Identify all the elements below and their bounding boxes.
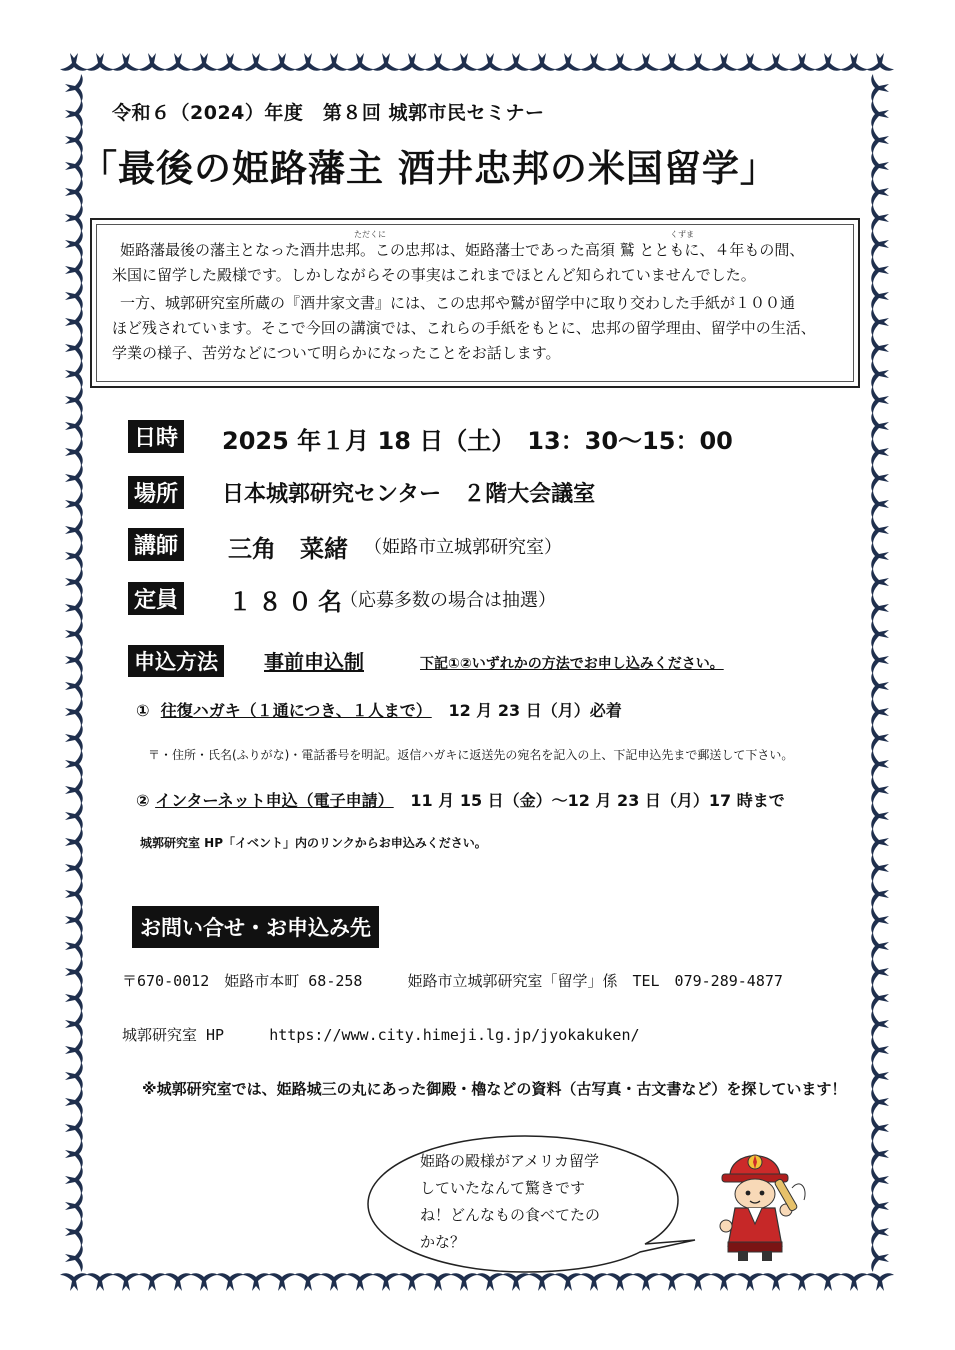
- intro-box: [90, 218, 860, 388]
- swallow-icon: [65, 490, 83, 518]
- swallow-icon: [320, 53, 348, 71]
- swallow-icon: [871, 776, 889, 804]
- swallow-icon: [65, 542, 83, 570]
- swallow-icon: [871, 308, 889, 336]
- swallow-icon: [65, 646, 83, 674]
- apply-label: 申込方法: [128, 645, 224, 677]
- swallow-icon: [871, 1036, 889, 1064]
- swallow-icon: [294, 1273, 322, 1291]
- swallow-icon: [86, 53, 114, 71]
- swallow-icon: [871, 854, 889, 882]
- place-label: 場所: [128, 476, 184, 509]
- swallow-icon: [502, 53, 530, 71]
- swallow-icon: [65, 1140, 83, 1168]
- swallow-icon: [268, 1273, 296, 1291]
- swallow-icon: [871, 672, 889, 700]
- swallow-icon: [710, 1273, 738, 1291]
- bubble-text: [420, 1148, 600, 1256]
- date-value: 2025 年１月 18 日（土） 13：30〜15：00: [222, 427, 733, 455]
- contact-label: お問い合せ・お申込み先: [132, 906, 379, 948]
- swallow-icon: [871, 152, 889, 180]
- swallow-icon: [871, 880, 889, 908]
- swallow-icon: [871, 1192, 889, 1220]
- swallow-icon: [242, 53, 270, 71]
- swallow-icon: [112, 1273, 140, 1291]
- swallow-icon: [871, 594, 889, 622]
- hp-url[interactable]: https://www.city.himeji.lg.jp/jyokakuken/: [269, 1026, 640, 1044]
- swallow-icon: [528, 53, 556, 71]
- swallow-icon: [65, 1244, 83, 1272]
- swallow-icon: [814, 53, 842, 71]
- swallow-icon: [871, 984, 889, 1012]
- hp-label: 城郭研究室 HP: [122, 1026, 225, 1044]
- swallow-icon: [190, 53, 218, 71]
- method-2: [136, 788, 785, 811]
- swallow-icon: [190, 1273, 218, 1291]
- bubble-line-4: かな？: [420, 1233, 466, 1251]
- swallow-icon: [60, 1273, 88, 1291]
- swallow-icon: [866, 53, 894, 71]
- swallow-icon: [65, 282, 83, 310]
- swallow-icon: [871, 178, 889, 206]
- swallow-icon: [65, 308, 83, 336]
- swallow-icon: [60, 53, 88, 71]
- place-value: 日本城郭研究センター ２階大会議室: [222, 482, 596, 507]
- swallow-icon: [65, 1192, 83, 1220]
- apply-title: 事前申込制: [264, 650, 364, 674]
- swallow-icon: [138, 1273, 166, 1291]
- swallow-icon: [320, 1273, 348, 1291]
- swallow-icon: [871, 230, 889, 258]
- swallow-icon: [86, 1273, 114, 1291]
- swallow-icon: [871, 204, 889, 232]
- intro-line-1: 姫路藩最後の藩主となった酒井忠邦。この忠邦は、姫路藩士であった高須 鷲 とともに、４年もの間、: [120, 241, 805, 259]
- swallow-icon: [871, 802, 889, 830]
- swallow-icon: [65, 958, 83, 986]
- swallow-icon: [65, 1036, 83, 1064]
- swallow-icon: [164, 1273, 192, 1291]
- swallow-icon: [871, 490, 889, 518]
- capacity-label: 定員: [128, 582, 184, 615]
- ruby-kusuma: くずま: [670, 230, 694, 239]
- swallow-icon: [871, 1088, 889, 1116]
- intro-line-2: 米国に留学した殿様です。しかしながらその事実はこれまでほとんど知られていませんでした。: [112, 266, 756, 284]
- contact-address: 〒670-0012 姫路市本町 68-258 姫路市立城郭研究室「留学」係 TEL 079-289-4877: [122, 972, 783, 990]
- capacity-note: （応募多数の場合は抽選）: [340, 590, 556, 611]
- swallow-icon: [65, 698, 83, 726]
- swallow-icon: [65, 984, 83, 1012]
- swallow-icon: [294, 53, 322, 71]
- method-1-name: 往復ハガキ（１通につき、１人まで）: [160, 701, 432, 720]
- swallow-icon: [65, 256, 83, 284]
- swallow-icon: [65, 880, 83, 908]
- seminar-subtitle: 令和６（2024）年度 第８回 城郭市民セミナー: [112, 102, 545, 124]
- swallow-icon: [65, 360, 83, 388]
- swallow-icon: [871, 724, 889, 752]
- swallow-icon: [65, 1010, 83, 1038]
- swallow-icon: [65, 594, 83, 622]
- swallow-icon: [871, 646, 889, 674]
- swallow-icon: [606, 53, 634, 71]
- swallow-icon: [871, 386, 889, 414]
- capacity-value: １８０名: [228, 588, 348, 616]
- swallow-icon: [65, 776, 83, 804]
- intro-line-3: 一方、城郭研究室所蔵の『酒井家文書』には、この忠邦や鷲が留学中に取り交わした手紙が１００通: [120, 294, 796, 312]
- swallow-icon: [871, 360, 889, 388]
- swallow-icon: [632, 53, 660, 71]
- swallow-icon: [476, 53, 504, 71]
- samurai-mascot-icon: [700, 1138, 815, 1263]
- lecturer-label: 講師: [128, 528, 184, 561]
- bubble-line-3: ね！どんなもの食べてたの: [420, 1206, 601, 1224]
- swallow-icon: [871, 1114, 889, 1142]
- notice-text: ※城郭研究室では、姫路城三の丸にあった御殿・櫓などの資料（古写真・古文書など）を探しています！: [142, 1080, 847, 1098]
- swallow-icon: [871, 438, 889, 466]
- swallow-icon: [871, 1244, 889, 1272]
- swallow-icon: [871, 1062, 889, 1090]
- swallow-icon: [112, 53, 140, 71]
- swallow-icon: [871, 932, 889, 960]
- swallow-icon: [164, 53, 192, 71]
- swallow-icon: [65, 1088, 83, 1116]
- swallow-icon: [554, 53, 582, 71]
- swallow-icon: [65, 1166, 83, 1194]
- swallow-icon: [65, 802, 83, 830]
- swallow-icon: [65, 386, 83, 414]
- swallow-icon: [762, 1273, 790, 1291]
- swallow-icon: [871, 334, 889, 362]
- swallow-icon: [871, 516, 889, 544]
- swallow-icon: [871, 828, 889, 856]
- method-2-name: インターネット申込（電子申請）: [155, 791, 394, 810]
- swallow-icon: [762, 53, 790, 71]
- swallow-icon: [871, 620, 889, 648]
- swallow-icon: [580, 53, 608, 71]
- swallow-icon: [871, 282, 889, 310]
- swallow-icon: [372, 53, 400, 71]
- method-1-number: ①: [136, 701, 150, 720]
- swallow-icon: [65, 828, 83, 856]
- swallow-icon: [424, 53, 452, 71]
- swallow-icon: [871, 568, 889, 596]
- method-1-deadline: 12 月 23 日（月）必着: [448, 701, 622, 720]
- swallow-icon: [65, 620, 83, 648]
- date-label: 日時: [128, 420, 184, 453]
- method-2-period: 11 月 15 日（金）〜12 月 23 日（月）17 時まで: [410, 791, 785, 810]
- method-2-number: ②: [136, 791, 150, 810]
- swallow-icon: [840, 1273, 868, 1291]
- swallow-icon: [242, 1273, 270, 1291]
- swallow-icon: [138, 53, 166, 71]
- swallow-icon: [788, 53, 816, 71]
- swallow-icon: [710, 53, 738, 71]
- swallow-icon: [450, 53, 478, 71]
- swallow-icon: [65, 672, 83, 700]
- swallow-icon: [398, 53, 426, 71]
- swallow-icon: [65, 204, 83, 232]
- swallow-icon: [65, 464, 83, 492]
- swallow-icon: [871, 1010, 889, 1038]
- page-title: 「最後の姫路藩主 酒井忠邦の米国留学」: [80, 147, 778, 190]
- swallow-icon: [65, 412, 83, 440]
- swallow-icon: [65, 724, 83, 752]
- swallow-icon: [871, 256, 889, 284]
- swallow-icon: [788, 1273, 816, 1291]
- bubble-line-2: していたなんて驚きです: [420, 1179, 586, 1197]
- swallow-icon: [866, 1273, 894, 1291]
- swallow-icon: [871, 1140, 889, 1168]
- swallow-icon: [65, 230, 83, 258]
- intro-line-5: 学業の様子、苦労などについて明らかになったことをお話します。: [112, 344, 561, 362]
- swallow-icon: [65, 568, 83, 596]
- swallow-icon: [65, 1218, 83, 1246]
- swallow-icon: [216, 53, 244, 71]
- swallow-icon: [871, 906, 889, 934]
- contact-hp: [122, 1024, 640, 1045]
- method-1-detail: 〒・住所・氏名(ふりがな)・電話番号を明記。返信ハガキに返送先の宛名を記入の上、下記申込先まで郵送して下さい。: [148, 748, 794, 762]
- swallow-icon: [871, 958, 889, 986]
- swallow-icon: [871, 750, 889, 778]
- swallow-icon: [871, 542, 889, 570]
- swallow-icon: [268, 53, 296, 71]
- swallow-icon: [871, 464, 889, 492]
- bubble-line-1: 姫路の殿様がアメリカ留学: [420, 1152, 599, 1170]
- swallow-icon: [840, 53, 868, 71]
- lecturer-affiliation: （姫路市立城郭研究室）: [364, 537, 562, 558]
- swallow-icon: [65, 750, 83, 778]
- swallow-icon: [871, 698, 889, 726]
- swallow-icon: [736, 1273, 764, 1291]
- swallow-icon: [65, 516, 83, 544]
- swallow-icon: [65, 906, 83, 934]
- swallow-icon: [65, 438, 83, 466]
- swallow-icon: [346, 53, 374, 71]
- swallow-icon: [65, 1062, 83, 1090]
- swallow-icon: [871, 412, 889, 440]
- swallow-icon: [65, 854, 83, 882]
- swallow-icon: [871, 1166, 889, 1194]
- lecturer-name: 三角 菜緒: [228, 535, 348, 563]
- swallow-icon: [65, 100, 83, 128]
- swallow-icon: [65, 932, 83, 960]
- swallow-icon: [658, 53, 686, 71]
- swallow-icon: [736, 53, 764, 71]
- swallow-icon: [684, 53, 712, 71]
- swallow-icon: [871, 126, 889, 154]
- swallow-icon: [871, 1218, 889, 1246]
- method-2-detail: 城郭研究室 HP「イベント」内のリンクからお申込みください。: [140, 836, 487, 850]
- swallow-icon: [216, 1273, 244, 1291]
- intro-line-4: ほど残されています。そこで今回の講演では、これらの手紙をもとに、忠邦の留学理由、留学中の生活、: [112, 319, 816, 337]
- swallow-icon: [871, 74, 889, 102]
- ruby-tadakuni: ただくに: [354, 230, 386, 239]
- swallow-icon: [871, 100, 889, 128]
- method-1: [136, 698, 622, 721]
- swallow-icon: [65, 1114, 83, 1142]
- swallow-icon: [65, 74, 83, 102]
- swallow-icon: [65, 334, 83, 362]
- apply-note: 下記①②いずれかの方法でお申し込みください。: [420, 656, 724, 672]
- swallow-icon: [814, 1273, 842, 1291]
